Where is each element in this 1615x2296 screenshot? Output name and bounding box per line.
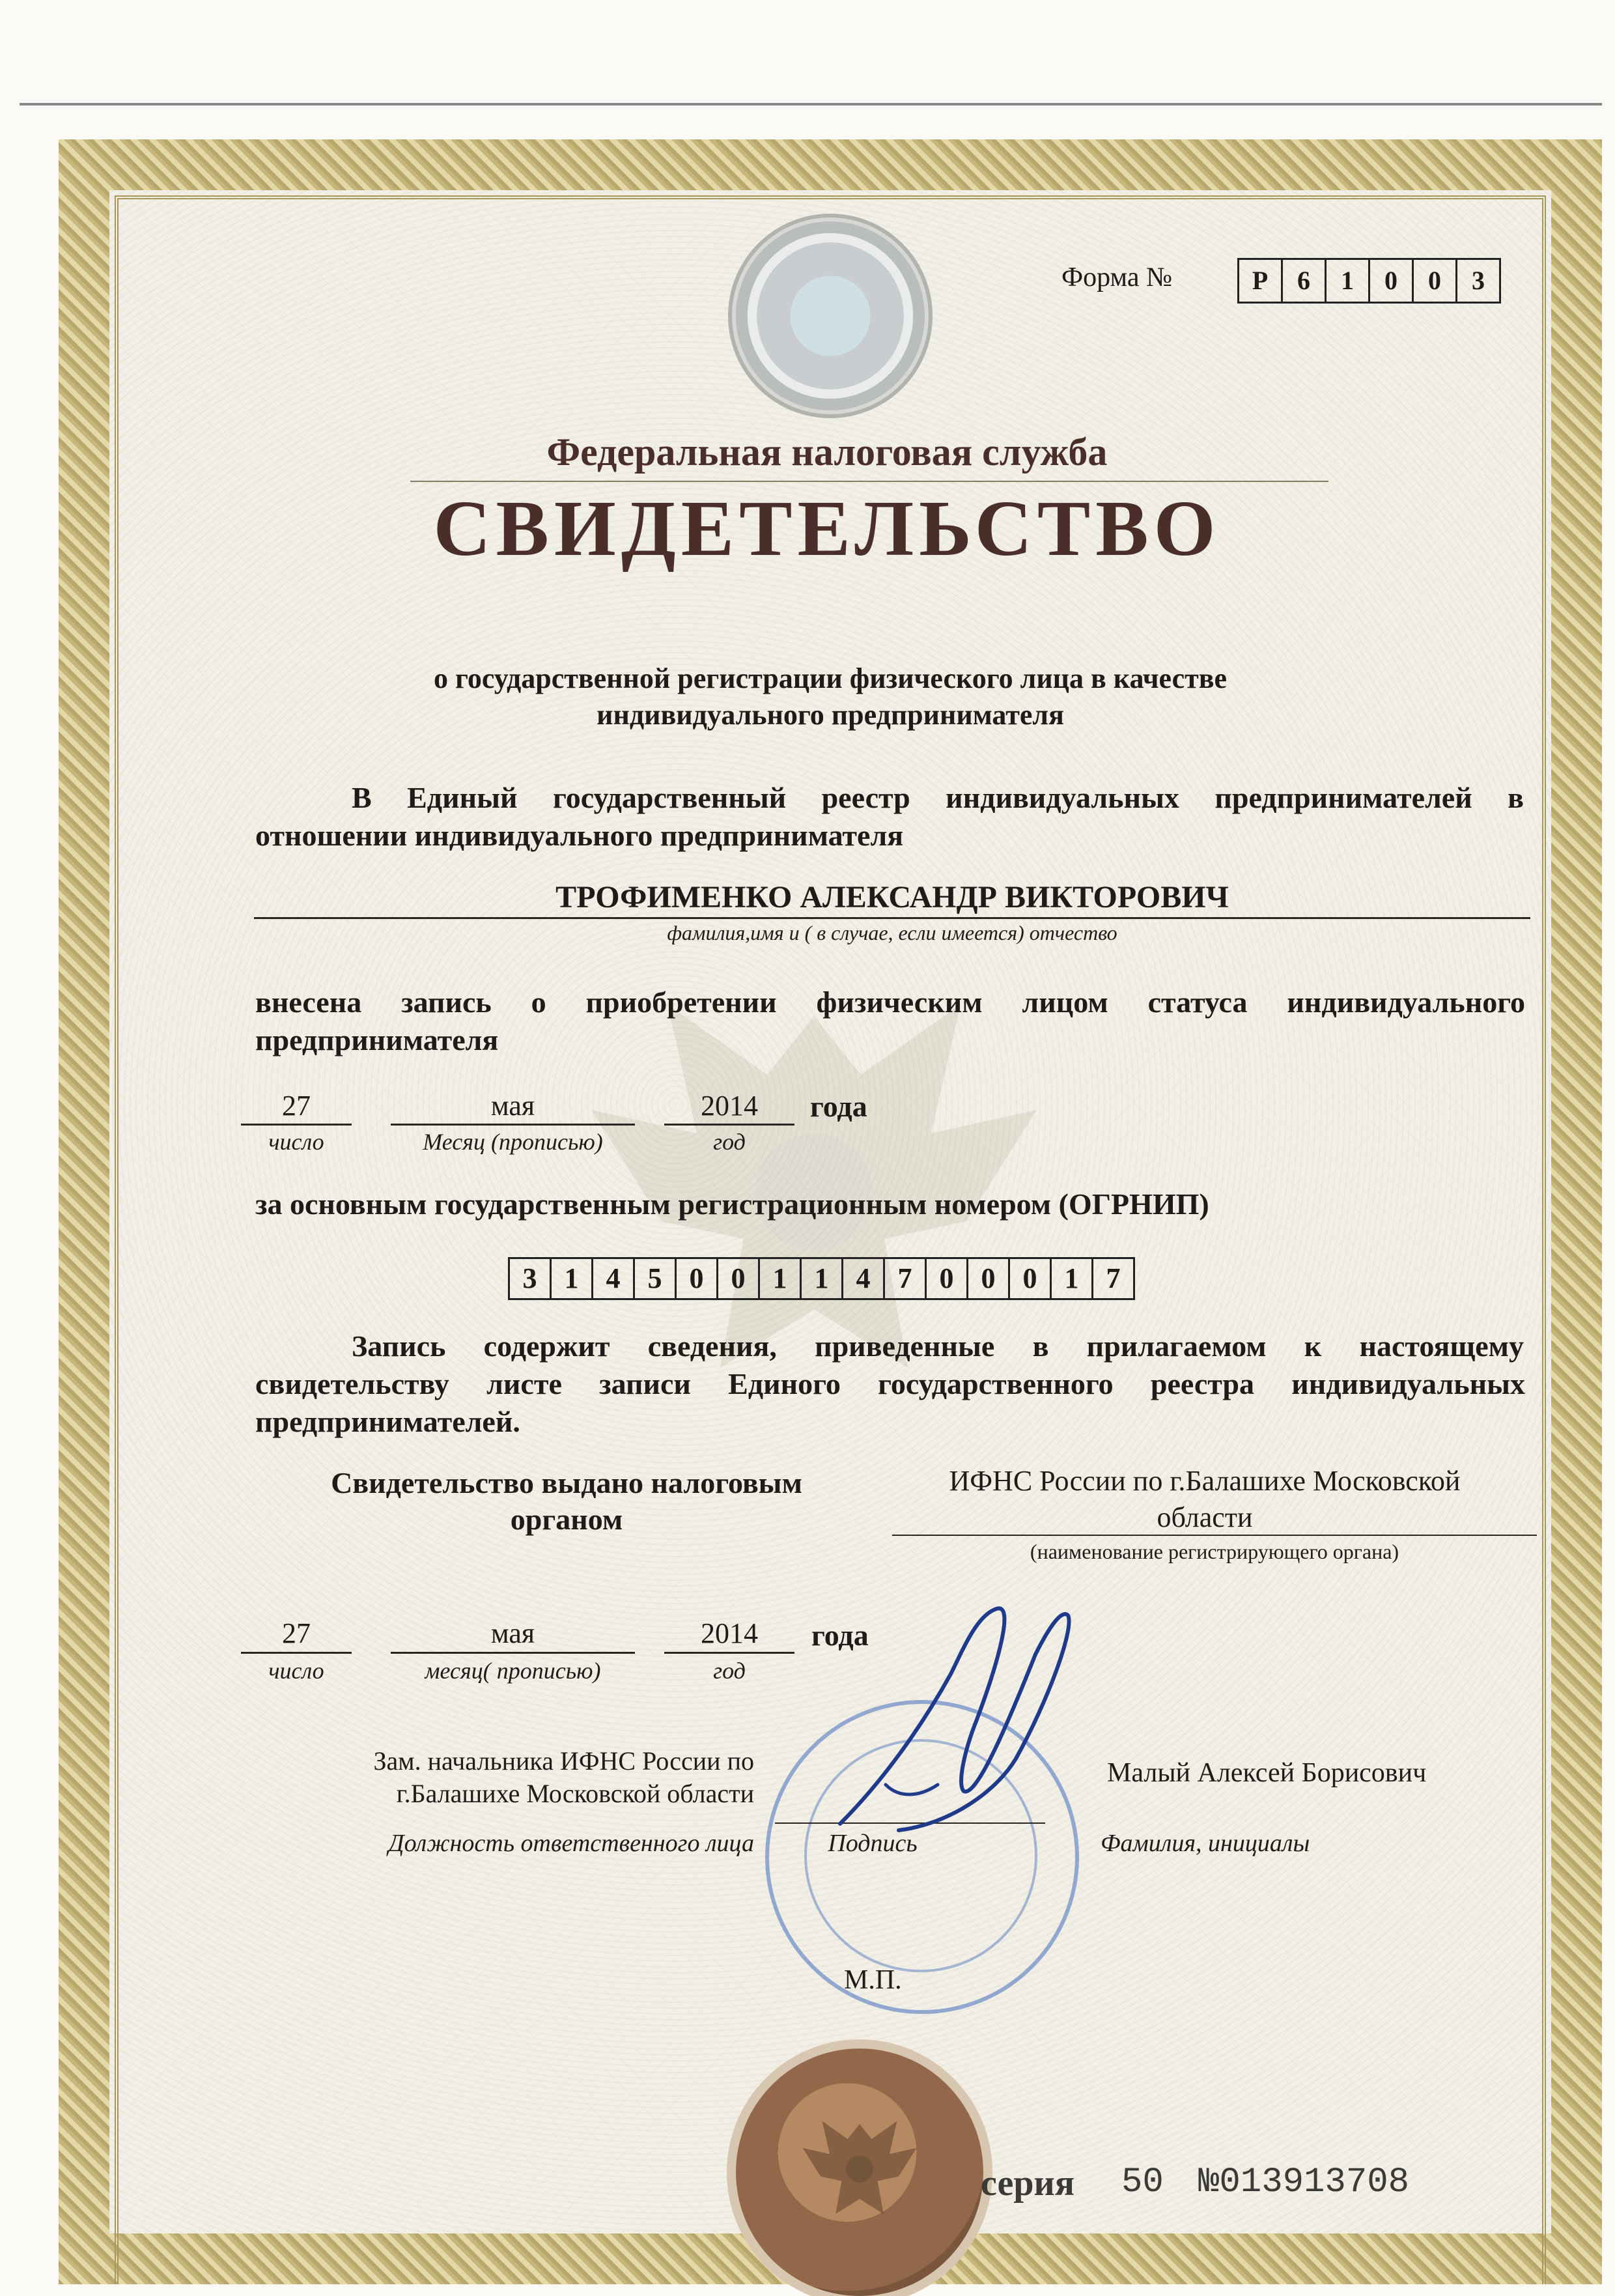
form-code-boxes <box>1237 258 1501 304</box>
scan-top-edge <box>20 103 1602 106</box>
serial-number: №013913708 <box>1198 2162 1410 2202</box>
ogrnip-digit: 0 <box>718 1259 760 1298</box>
form-code-cell: 3 <box>1472 266 1485 295</box>
form-label: Форма № <box>1061 262 1173 292</box>
record-day-caption: число <box>268 1129 324 1155</box>
record-line1: внесена запись о приобретении физическим лицом статуса индивидуального <box>255 985 1525 1019</box>
ogrnip-digit: 1 <box>802 1259 843 1298</box>
contents-line3: предпринимателей. <box>255 1405 520 1438</box>
record-month-caption: Месяц (прописью) <box>423 1129 603 1155</box>
registry-intro-line2: отношении индивидуального предпринимателя <box>255 819 904 852</box>
series-label: серия <box>981 2163 1075 2204</box>
record-year: 2014 <box>701 1090 758 1122</box>
person-name-caption: фамилия,имя и ( в случае, если имеется) отчество <box>667 921 1117 944</box>
issue-year-underline <box>664 1652 794 1654</box>
hologram-emblem-icon <box>736 221 925 410</box>
ogrnip-digit: 7 <box>1106 1262 1121 1294</box>
issuer-name-line2: области <box>1157 1501 1253 1533</box>
subtitle-line1: о государственной регистрации физического лица в качестве <box>433 662 1228 694</box>
form-code-cell: 0 <box>1414 260 1457 302</box>
handwritten-signature <box>801 1589 1088 1843</box>
signatory-name: Малый Алексей Борисович <box>1107 1758 1427 1788</box>
issue-year-suffix: года <box>811 1619 869 1652</box>
ogrnip-digit: 1 <box>1052 1259 1093 1298</box>
issue-year: 2014 <box>701 1617 758 1649</box>
ogrnip-label: за основным государственным регистрационным номером (ОГРНИП) <box>255 1187 1209 1221</box>
issue-month-caption: месяц( прописью) <box>425 1658 601 1684</box>
ogrnip-digit: 4 <box>593 1259 635 1298</box>
agency-name: Федеральная налоговая служба <box>546 431 1108 474</box>
issuer-name-line1: ИФНС России по г.Балашихе Московской <box>949 1465 1461 1497</box>
issue-month: мая <box>490 1617 535 1649</box>
stamp-place-label: М.П. <box>844 1965 902 1995</box>
person-name: ТРОФИМЕНКО АЛЕКСАНДР ВИКТОРОВИЧ <box>555 880 1229 914</box>
issuer-caption: (наименование регистрирующего органа) <box>1030 1540 1399 1563</box>
record-day-underline <box>241 1124 352 1126</box>
issue-day: 27 <box>282 1617 311 1649</box>
issue-day-caption: число <box>268 1658 324 1684</box>
ogrnip-digit: 0 <box>927 1259 968 1298</box>
registry-intro-line1: В Единый государственный реестр индивидуальных предпринимателей в <box>352 781 1524 814</box>
ogrnip-digit: 3 <box>510 1259 552 1298</box>
record-year-underline <box>664 1124 794 1126</box>
record-line2: предпринимателя <box>255 1023 499 1056</box>
issue-month-underline <box>391 1652 635 1654</box>
signatory-position-line2: г.Балашихе Московской области <box>396 1779 754 1808</box>
ogrnip-digit: 0 <box>968 1259 1010 1298</box>
series-value: 50 <box>1121 2162 1164 2202</box>
double-headed-eagle-icon <box>785 2094 934 2244</box>
certificate-title: СВИДЕТЕЛЬСТВО <box>433 485 1221 573</box>
ogrnip-digit: 1 <box>552 1259 593 1298</box>
agency-underline <box>410 481 1328 482</box>
ogrnip-digit: 5 <box>635 1259 677 1298</box>
record-year-suffix: года <box>810 1090 867 1123</box>
issuer-underline <box>892 1535 1537 1536</box>
record-year-caption: год <box>713 1129 746 1155</box>
record-month-underline <box>391 1124 635 1126</box>
issue-year-caption: год <box>713 1658 746 1684</box>
signatory-position-caption: Должность ответственного лица <box>388 1830 754 1857</box>
ogrnip-digit: 7 <box>885 1259 927 1298</box>
subtitle-line2: индивидуального предпринимателя <box>597 699 1064 731</box>
ogrnip-digit: 1 <box>760 1259 802 1298</box>
ogrnip-digit: 0 <box>1010 1259 1052 1298</box>
issuer-label-line2: органом <box>510 1503 623 1536</box>
signatory-position-line1: Зам. начальника ИФНС России по <box>373 1746 754 1776</box>
contents-line1: Запись содержит сведения, приведенные в прилагаемом к настоящему <box>352 1329 1524 1363</box>
issuer-label-line1: Свидетельство выдано налоговым <box>331 1466 802 1499</box>
form-code-cell: 1 <box>1327 260 1370 302</box>
ogrnip-boxes <box>508 1257 1135 1300</box>
person-name-underline <box>254 917 1530 919</box>
ogrnip-digit: 4 <box>843 1259 885 1298</box>
record-month: мая <box>490 1090 535 1122</box>
signature-caption: Подпись <box>828 1830 918 1857</box>
issue-day-underline <box>241 1652 352 1654</box>
ogrnip-digit: 0 <box>677 1259 718 1298</box>
contents-line2: свидетельству листе записи Единого государственного реестра индивидуальных <box>255 1367 1525 1400</box>
form-code-cell: 0 <box>1370 260 1414 302</box>
record-day: 27 <box>282 1090 311 1122</box>
form-code-cell: Р <box>1239 260 1283 302</box>
signatory-name-caption: Фамилия, инициалы <box>1101 1830 1310 1857</box>
form-code-cell: 6 <box>1283 260 1327 302</box>
